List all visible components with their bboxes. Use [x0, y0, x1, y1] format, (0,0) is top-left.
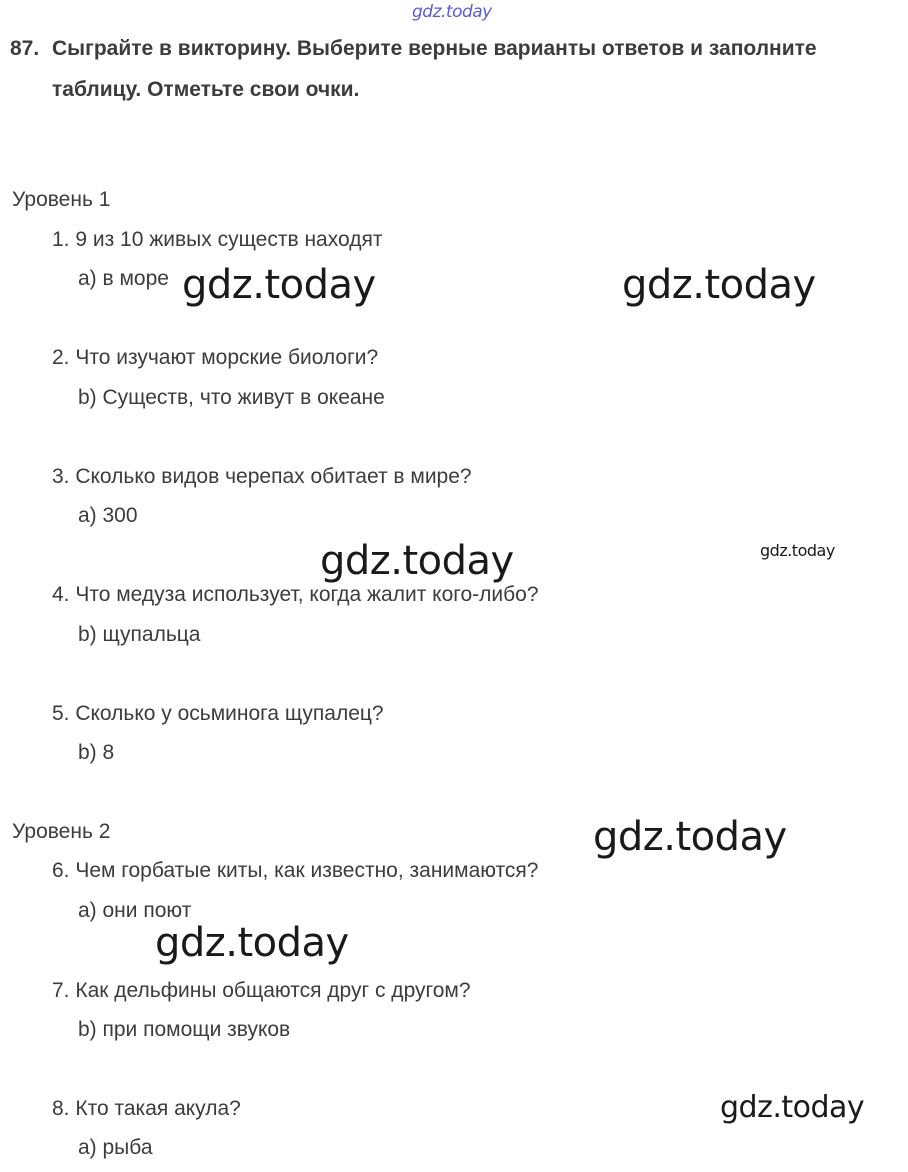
- level-2-title: Уровень 2: [12, 820, 111, 843]
- level-1-title: Уровень 1: [12, 188, 111, 211]
- question-4: 4. Что медуза использует, когда жалит кого-либо?: [52, 583, 539, 606]
- question-8: 8. Кто такая акула?: [52, 1097, 241, 1120]
- task-text-line1: Сыграйте в викторину. Выберите верные варианты ответов и заполните: [52, 37, 817, 60]
- task-text-line2: таблицу. Отметьте свои очки.: [52, 78, 360, 101]
- watermark-text: gdz.today: [593, 814, 787, 860]
- answer-3: a) 300: [78, 504, 138, 527]
- answer-2: b) Существ, что живут в океане: [78, 386, 385, 409]
- task-heading: [10, 28, 905, 110]
- answer-1: a) в море: [78, 267, 169, 290]
- answer-7: b) при помощи звуков: [78, 1018, 291, 1041]
- question-2: 2. Что изучают морские биологи?: [52, 346, 379, 369]
- watermark-text: gdz.today: [155, 920, 349, 966]
- answer-5: b) 8: [78, 741, 115, 764]
- question-3: 3. Сколько видов черепах обитает в мире?: [52, 465, 472, 488]
- question-6: 6. Чем горбатые киты, как известно, занимаются?: [52, 859, 539, 882]
- answer-6: a) они поют: [78, 899, 192, 922]
- question-7: 7. Как дельфины общаются друг с другом?: [52, 979, 471, 1002]
- watermark-text: gdz.today: [720, 1090, 865, 1125]
- question-1: 1. 9 из 10 живых существ находят: [52, 228, 383, 251]
- watermark-text: gdz.today: [622, 262, 816, 308]
- task-number: 87.: [10, 37, 40, 60]
- question-5: 5. Сколько у осьминога щупалец?: [52, 702, 384, 725]
- answer-4: b) щупальца: [78, 623, 201, 646]
- watermark-text: gdz.today: [320, 538, 514, 584]
- answer-8: a) рыба: [78, 1136, 153, 1159]
- watermark-text: gdz.today: [412, 2, 492, 22]
- watermark-text: gdz.today: [760, 541, 835, 560]
- watermark-text: gdz.today: [182, 262, 376, 308]
